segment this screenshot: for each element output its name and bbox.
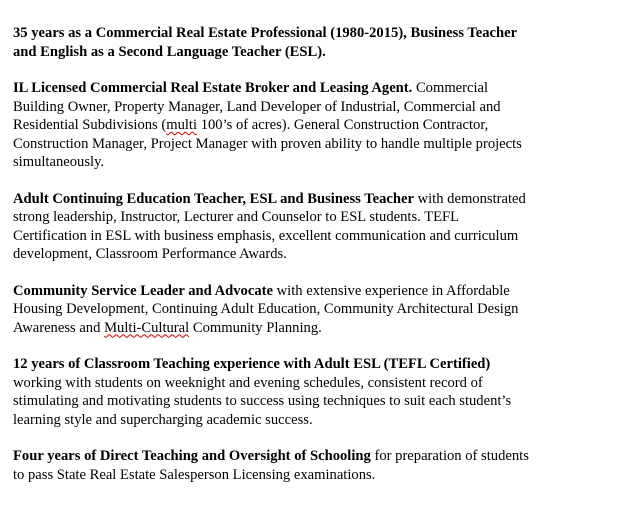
text-line <box>13 116 623 135</box>
paragraph-classroom-teaching <box>13 355 623 429</box>
body-text: working with students on weeknight and evening schedules, consistent record of <box>13 374 483 391</box>
text-line <box>13 447 623 466</box>
bold-text: 35 years as a Commercial Real Estate Professional (1980-2015), Business Teacher <box>13 25 518 41</box>
body-text: with demonstrated <box>413 190 526 207</box>
text-line <box>13 411 623 430</box>
text-line <box>13 245 623 264</box>
body-text: stimulating and motivating students to success using techniques to suit each student’s <box>13 393 512 409</box>
paragraph-summary <box>13 24 623 61</box>
bold-text: 12 years of Classroom Teaching experience with Adult ESL (TEFL Certified) <box>13 356 491 372</box>
text-line <box>13 98 623 117</box>
bold-text: Community Service Leader and Advocate <box>13 282 273 299</box>
spellcheck-word: multi <box>166 117 198 133</box>
body-text: to pass State Real Estate Salesperson Licensing examinations. <box>13 466 376 483</box>
body-text: Commercial <box>412 80 489 96</box>
text-line <box>13 43 623 62</box>
body-text: Building Owner, Property Manager, Land Developer of Industrial, Commercial and <box>13 98 501 115</box>
text-line <box>13 466 623 485</box>
body-text: Awareness and <box>13 319 105 336</box>
body-text: simultaneously. <box>13 154 105 170</box>
paragraph-community-service <box>13 282 623 338</box>
text-line <box>13 319 623 338</box>
body-text: development, Classroom Performance Awards. <box>13 246 287 262</box>
paragraph-licensing-instruction <box>13 447 623 484</box>
bold-text: and English as a Second Language Teacher (ESL). <box>13 43 326 60</box>
body-text: Community Planning. <box>189 319 322 336</box>
body-text: Construction Manager, Project Manager with proven ability to handle multiple projects <box>13 135 522 152</box>
text-line <box>13 79 623 98</box>
text-line <box>13 355 623 374</box>
body-text: Residential Subdivisions ( <box>13 117 167 133</box>
body-text: strong leadership, Instructor, Lecturer and Counselor to ESL students. TEFL <box>13 209 460 225</box>
bold-text: Four years of Direct Teaching and Oversight of Schooling <box>13 448 371 464</box>
text-line <box>13 392 623 411</box>
body-text: with extensive experience in Affordable <box>272 282 510 299</box>
paragraph-real-estate <box>13 79 623 172</box>
body-text: for preparation of students <box>370 448 529 464</box>
bold-text: IL Licensed Commercial Real Estate Broker and Leasing Agent. <box>13 80 413 96</box>
body-text: Housing Development, Continuing Adult Education, Community Architectural Design <box>13 301 519 317</box>
text-line <box>13 153 623 172</box>
spellcheck-word: Multi-Cultural <box>104 319 190 336</box>
body-text: Certification in ESL with business emphasis, excellent communication and curriculum <box>13 227 519 244</box>
text-line <box>13 227 623 246</box>
resume-document <box>13 24 623 502</box>
text-line <box>13 300 623 319</box>
body-text: learning style and supercharging academic success. <box>13 411 313 428</box>
text-line <box>13 190 623 209</box>
paragraph-adult-education <box>13 190 623 264</box>
bold-text: Adult Continuing Education Teacher, ESL and Business Teacher <box>13 190 414 207</box>
text-line <box>13 282 623 301</box>
body-text: 100’s of acres). General Construction Contractor, <box>197 117 489 133</box>
text-line <box>13 135 623 154</box>
text-line <box>13 24 623 43</box>
text-line <box>13 208 623 227</box>
text-line <box>13 374 623 393</box>
